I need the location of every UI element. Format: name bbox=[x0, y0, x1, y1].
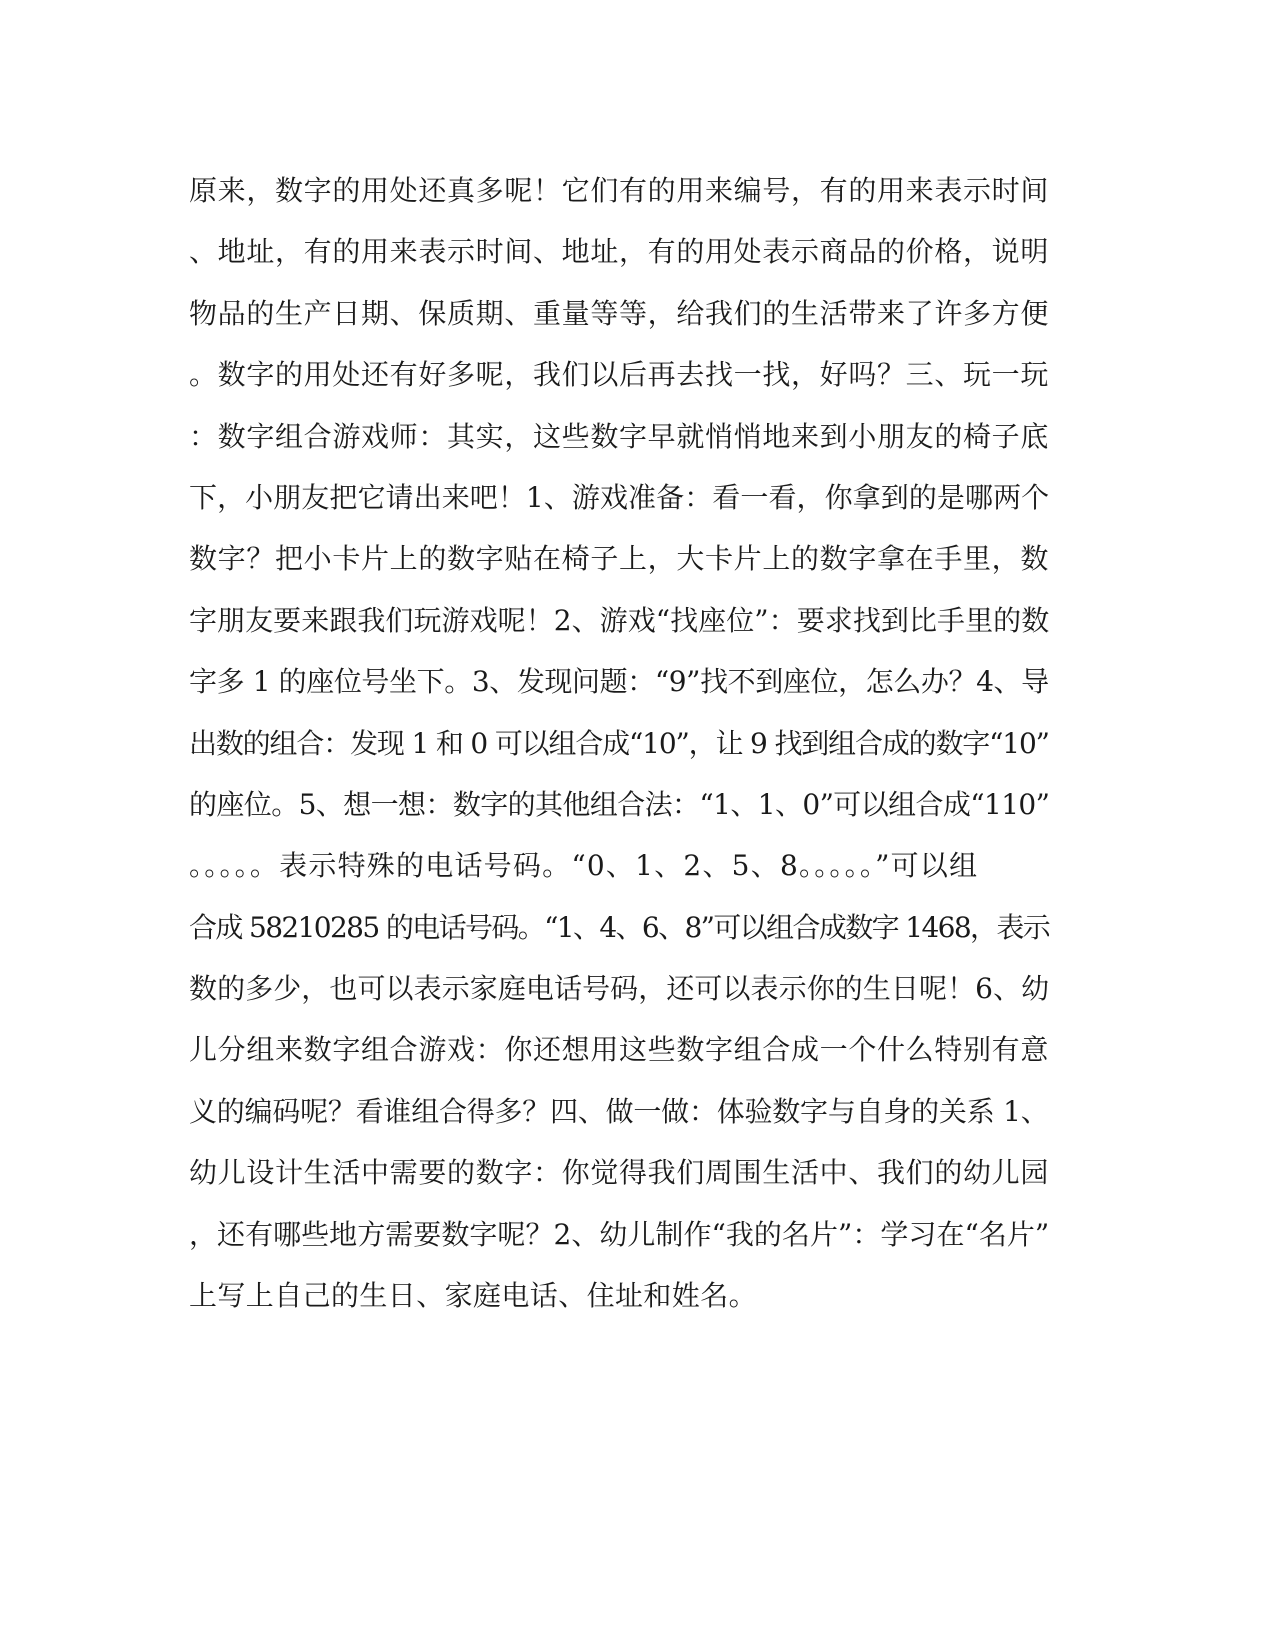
text-line: 上写上自己的生日、家庭电话、住址和姓名。 bbox=[189, 1279, 758, 1313]
text-line: 出数的组合：发现 1 和 0 可以组合成“10”，让 9 找到组合成的数字“10” bbox=[189, 726, 1049, 760]
text-line: 物品的生产日期、保质期、重量等等，给我们的生活带来了许多方便 bbox=[189, 296, 1050, 330]
text-line: 幼儿设计生活中需要的数字：你觉得我们周围生活中、我们的幼儿园 bbox=[189, 1156, 1050, 1190]
text-line: ：数字组合游戏师：其实，这些数字早就悄悄地来到小朋友的椅子底 bbox=[189, 419, 1050, 453]
text-line: 原来，数字的用处还真多呢！它们有的用来编号，有的用来表示时间 bbox=[189, 174, 1050, 207]
body-text bbox=[189, 160, 1089, 1326]
text-line: 儿分组来数字组合游戏：你还想用这些数字组合成一个什么特别有意 bbox=[189, 1033, 1050, 1067]
text-line: ，还有哪些地方需要数字呢？2、幼儿制作“我的名片”：学习在“名片” bbox=[189, 1217, 1050, 1251]
text-line: 、地址，有的用来表示时间、地址，有的用处表示商品的价格，说明 bbox=[189, 235, 1050, 269]
text-line: 下，小朋友把它请出来吧！1、游戏准备：看一看，你拿到的是哪两个 bbox=[189, 480, 1050, 514]
text-line: 字多 1 的座位号坐下。3、发现问题：“9”找不到座位，怎么办？4、导 bbox=[189, 665, 1049, 699]
text-line: 字朋友要来跟我们玩游戏呢！2、游戏“找座位”：要求找到比手里的数 bbox=[189, 603, 1050, 637]
text-line: 的座位。5、想一想：数字的其他组合法：“1、1、0”可以组合成“110” bbox=[189, 787, 1050, 821]
text-line: 数的多少，也可以表示家庭电话号码，还可以表示你的生日呢！6、幼 bbox=[189, 972, 1050, 1006]
text-line: 数字？把小卡片上的数字贴在椅子上，大卡片上的数字拿在手里，数 bbox=[189, 542, 1050, 576]
text-line: 。。。。。表示特殊的电话号码。“0、1、2、5、8。。。。。”可以组 bbox=[189, 849, 979, 883]
text-line: 合成 58210285 的电话号码。“1、4、6、8”可以组合成数字 1468，表示 bbox=[189, 910, 1050, 944]
text-line: 义的编码呢？看谁组合得多？四、做一做：体验数字与自身的关系 1、 bbox=[189, 1094, 1049, 1128]
text-line: 。数字的用处还有好多呢，我们以后再去找一找，好吗？三、玩一玩 bbox=[189, 358, 1050, 392]
